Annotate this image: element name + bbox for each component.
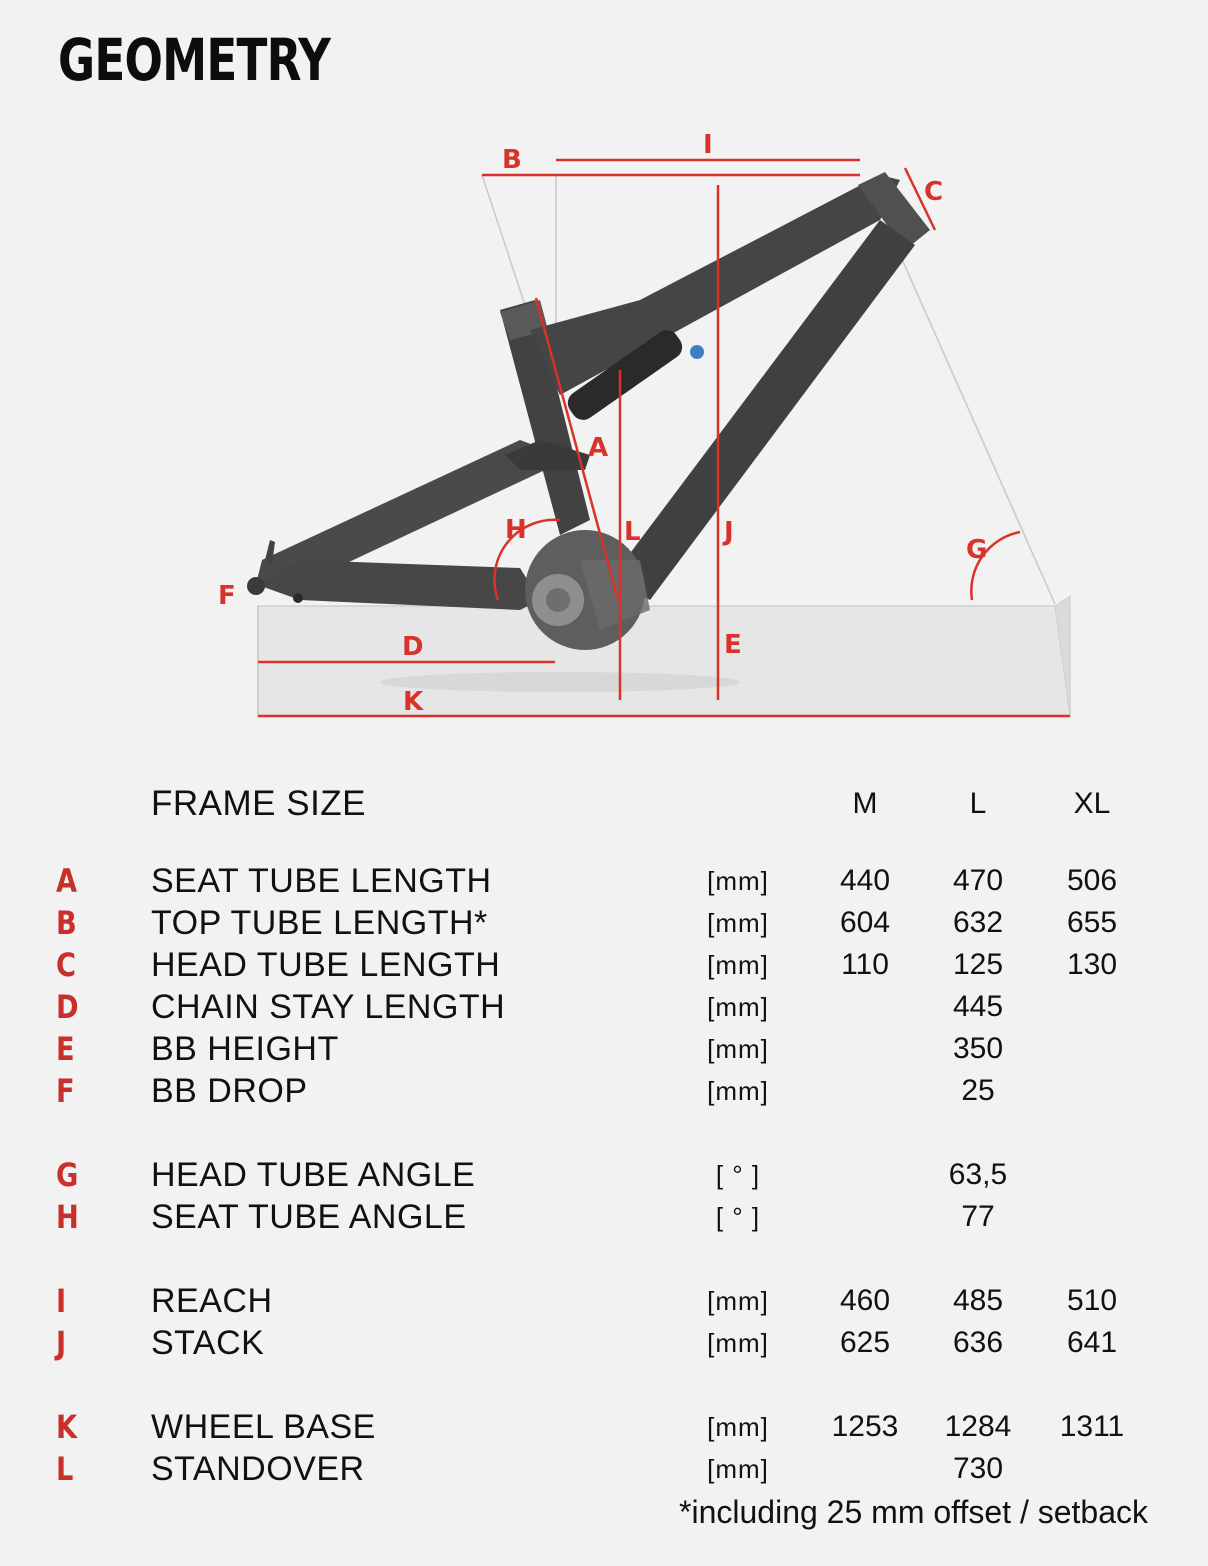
table-row (0, 1155, 1208, 1195)
value-m: 625 (839, 1326, 891, 1359)
diagram-label-h: H (505, 515, 527, 545)
value-l: 470 (952, 864, 1004, 897)
page-title: GEOMETRY (58, 26, 331, 94)
size-xl-header: XL (1073, 787, 1111, 820)
row-unit: [mm] (707, 1328, 769, 1358)
row-name: BB DROP (151, 1072, 308, 1110)
value-m: 604 (839, 906, 891, 939)
row-code: H (56, 1198, 79, 1236)
value-l: 636 (952, 1326, 1004, 1359)
value-l: 485 (952, 1284, 1004, 1317)
table-row (0, 903, 1208, 943)
row-unit: [mm] (707, 1412, 769, 1442)
value-m: 440 (839, 864, 891, 897)
diagram-label-f: F (218, 581, 236, 611)
frame-size-label: FRAME SIZE (151, 784, 367, 823)
row-code: A (56, 862, 78, 900)
row-name: TOP TUBE LENGTH* (151, 904, 488, 942)
value-m: 1253 (831, 1410, 899, 1443)
row-unit: [mm] (707, 992, 769, 1022)
row-code: G (56, 1156, 79, 1194)
value-l: 63,5 (948, 1158, 1008, 1191)
value-l: 77 (961, 1200, 995, 1233)
row-unit: [ ° ] (715, 1160, 761, 1190)
geometry-diagram (0, 0, 1208, 760)
size-l-header: L (969, 787, 987, 820)
row-code: K (56, 1408, 78, 1446)
value-l: 350 (952, 1032, 1004, 1065)
row-code: C (56, 946, 76, 984)
value-xl: 130 (1066, 948, 1118, 981)
table-row (0, 1323, 1208, 1363)
value-xl: 510 (1066, 1284, 1118, 1317)
table-row (0, 861, 1208, 901)
row-code: E (56, 1030, 75, 1068)
row-code: I (56, 1282, 67, 1320)
value-l: 730 (952, 1452, 1004, 1485)
value-l: 25 (961, 1074, 995, 1107)
row-name: STANDOVER (151, 1450, 365, 1488)
row-unit: [mm] (707, 1076, 769, 1106)
diagram-label-c: C (924, 177, 944, 207)
table-row (0, 1407, 1208, 1447)
diagram-label-a: A (588, 433, 609, 463)
row-name: CHAIN STAY LENGTH (151, 988, 506, 1026)
row-unit: [mm] (707, 866, 769, 896)
row-unit: [ ° ] (715, 1202, 761, 1232)
row-code: D (56, 988, 79, 1026)
row-name: HEAD TUBE ANGLE (151, 1156, 476, 1194)
diagram-label-g: G (966, 535, 988, 565)
value-l: 1284 (944, 1410, 1012, 1443)
diagram-label-l: L (624, 517, 641, 547)
ground-platform (258, 596, 1070, 716)
size-m-header: M (852, 787, 878, 820)
row-unit: [mm] (707, 950, 769, 980)
row-code: L (56, 1450, 74, 1488)
table-header (0, 784, 1208, 824)
row-unit: [mm] (707, 1286, 769, 1316)
footnote: *including 25 mm offset / setback (679, 1494, 1148, 1530)
row-name: SEAT TUBE LENGTH (151, 862, 492, 900)
value-m: 110 (841, 948, 889, 981)
diagram-label-d: D (402, 632, 424, 662)
row-code: B (56, 904, 77, 942)
value-l: 632 (952, 906, 1004, 939)
value-xl: 506 (1066, 864, 1118, 897)
table-row (0, 1281, 1208, 1321)
row-name: REACH (151, 1282, 273, 1320)
row-code: F (56, 1072, 75, 1110)
value-l: 445 (952, 990, 1004, 1023)
diagram-label-i: I (703, 130, 713, 160)
value-l: 125 (952, 948, 1004, 981)
table-row (0, 1197, 1208, 1237)
diagram-label-b: B (502, 145, 522, 175)
value-xl: 655 (1066, 906, 1118, 939)
row-unit: [mm] (707, 1034, 769, 1064)
diagram-label-j: J (724, 517, 734, 547)
value-xl: 1311 (1059, 1410, 1125, 1443)
bike-frame (247, 172, 930, 650)
table-row (0, 1029, 1208, 1069)
row-name: STACK (151, 1324, 265, 1362)
value-xl: 641 (1066, 1326, 1118, 1359)
row-unit: [mm] (707, 908, 769, 938)
table-row (0, 945, 1208, 985)
row-unit: [mm] (707, 1454, 769, 1484)
diagram-label-k: K (403, 687, 424, 717)
value-m: 460 (839, 1284, 891, 1317)
row-name: BB HEIGHT (151, 1030, 339, 1068)
table-row (0, 1071, 1208, 1111)
row-name: WHEEL BASE (151, 1408, 376, 1446)
table-row (0, 1449, 1208, 1489)
row-name: HEAD TUBE LENGTH (151, 946, 501, 984)
table-row (0, 987, 1208, 1027)
row-name: SEAT TUBE ANGLE (151, 1198, 467, 1236)
row-code: J (56, 1324, 67, 1362)
diagram-label-e: E (724, 630, 742, 660)
